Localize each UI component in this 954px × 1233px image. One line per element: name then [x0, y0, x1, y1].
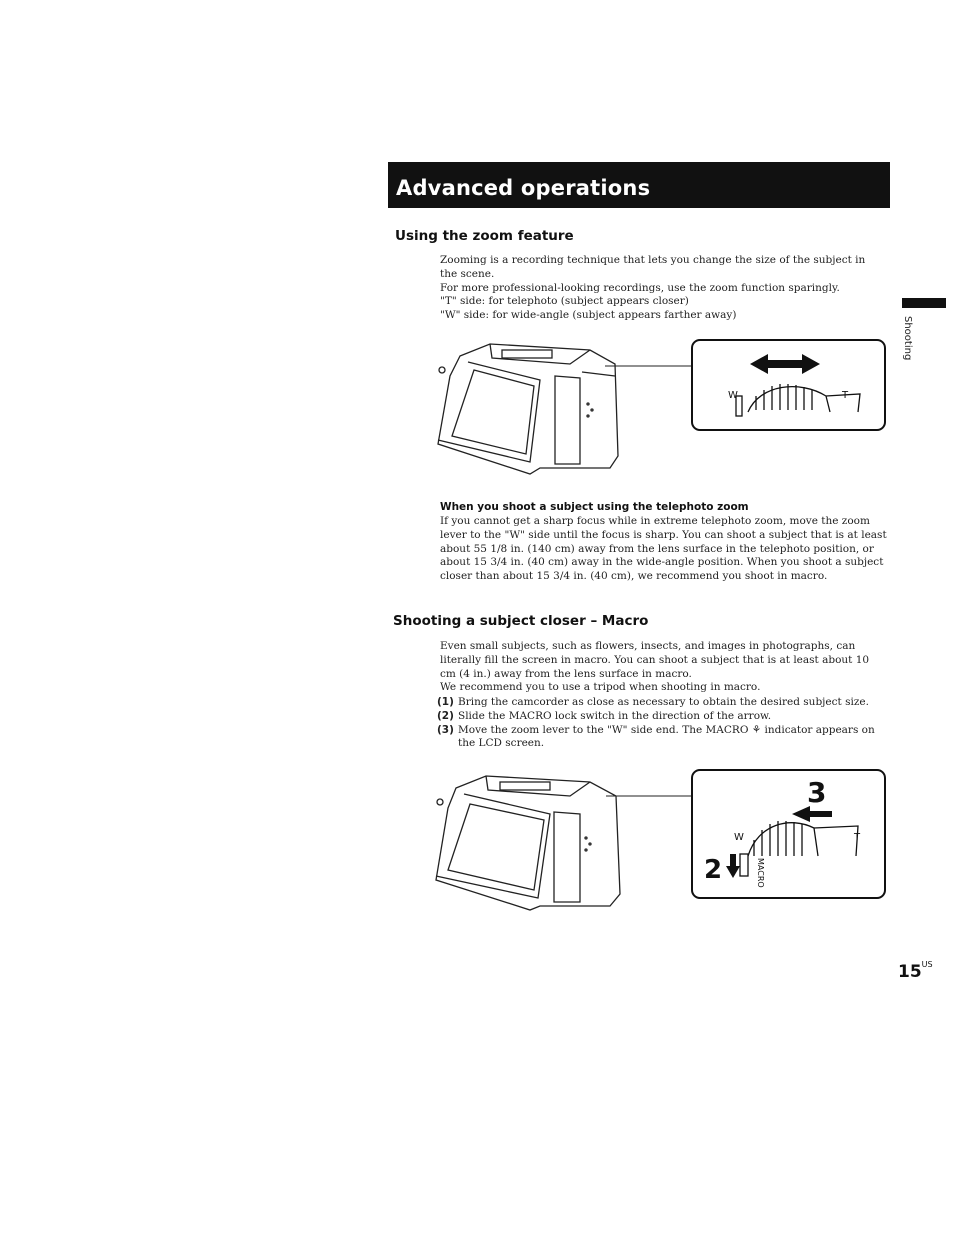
down-arrow-icon: [726, 854, 740, 878]
double-arrow-icon: [750, 354, 820, 374]
macro-step-1-num: (1): [437, 696, 454, 708]
macro-para2: We recommend you to use a tripod when shooting in macro.: [440, 681, 761, 694]
macro-figure: [430, 766, 890, 912]
step3-label: 3: [807, 776, 827, 809]
telephoto-text: If you cannot get a sharp focus while in extreme telephoto zoom, move the zoom lever to the "W" side until the focus is sharp. You can shoot a subject that is at least about 55 1/8 in. (140 cm) away from the lens surface in the telephoto position, or about 15 3/4 in. (40 cm) away in the wide-angle position. When you shoot a subject closer than about 15 3/4 in. (40 cm), we recommend you shoot in macro.: [440, 515, 887, 583]
section-title: Advanced operations: [396, 176, 651, 200]
page-number: [898, 962, 933, 982]
page-number-suffix: US: [921, 960, 933, 969]
zoom-t-label: T: [842, 390, 849, 401]
macro-switch-label: MACRO: [756, 858, 765, 888]
macro-step-2-num: (2): [437, 709, 454, 722]
zoom-heading: Using the zoom feature: [395, 228, 574, 244]
macro-step-1: [437, 696, 887, 710]
macro-heading: Shooting a subject closer – Macro: [393, 613, 649, 629]
macro-step-2-text: Slide the MACRO lock switch in the direction of the arrow.: [458, 709, 772, 722]
section-tab-label: Shooting: [902, 316, 913, 361]
macro-step-3-num: (3): [437, 723, 454, 736]
zoom-w-label: W: [728, 390, 738, 401]
telephoto-heading: When you shoot a subject using the telephoto zoom: [440, 501, 749, 513]
macro-step-1-text: Bring the camcorder as close as necessary to obtain the desired subject size.: [458, 696, 869, 708]
zoom-body: [440, 254, 870, 323]
zoom-figure: [430, 336, 890, 478]
page-number-value: 15: [898, 962, 922, 982]
macro-t-label: T: [854, 832, 861, 843]
macro-step-3: [437, 724, 887, 752]
step2-label: 2: [704, 855, 723, 885]
section-tab-bar: [902, 298, 946, 308]
macro-body: [440, 640, 886, 695]
camcorder-illustration: [438, 344, 618, 474]
macro-step-3-text: Move the zoom lever to the "W" side end. The MACRO ⚘ indicator appears on the LCD screen.: [458, 723, 875, 750]
zoom-para2: For more professional-looking recordings, use the zoom function sparingly.: [440, 281, 840, 294]
macro-steps: [437, 696, 887, 751]
camcorder-illustration-macro: [436, 776, 620, 910]
section-tab: [897, 316, 919, 376]
macro-step-2: [437, 710, 887, 724]
zoom-para1: Zooming is a recording technique that lets you change the size of the subject in the scene.: [440, 254, 866, 280]
zoom-w-side: "W" side: for wide-angle (subject appears farther away): [440, 309, 737, 322]
zoom-t-side: "T" side: for telephoto (subject appears closer): [440, 295, 689, 308]
macro-w-label: W: [734, 832, 744, 843]
macro-para1: Even small subjects, such as flowers, insects, and images in photographs, can literally fill the screen in macro. You can shoot a subject that is at least about 10 cm (4 in.) away from the lens surface in macro.: [440, 640, 870, 680]
